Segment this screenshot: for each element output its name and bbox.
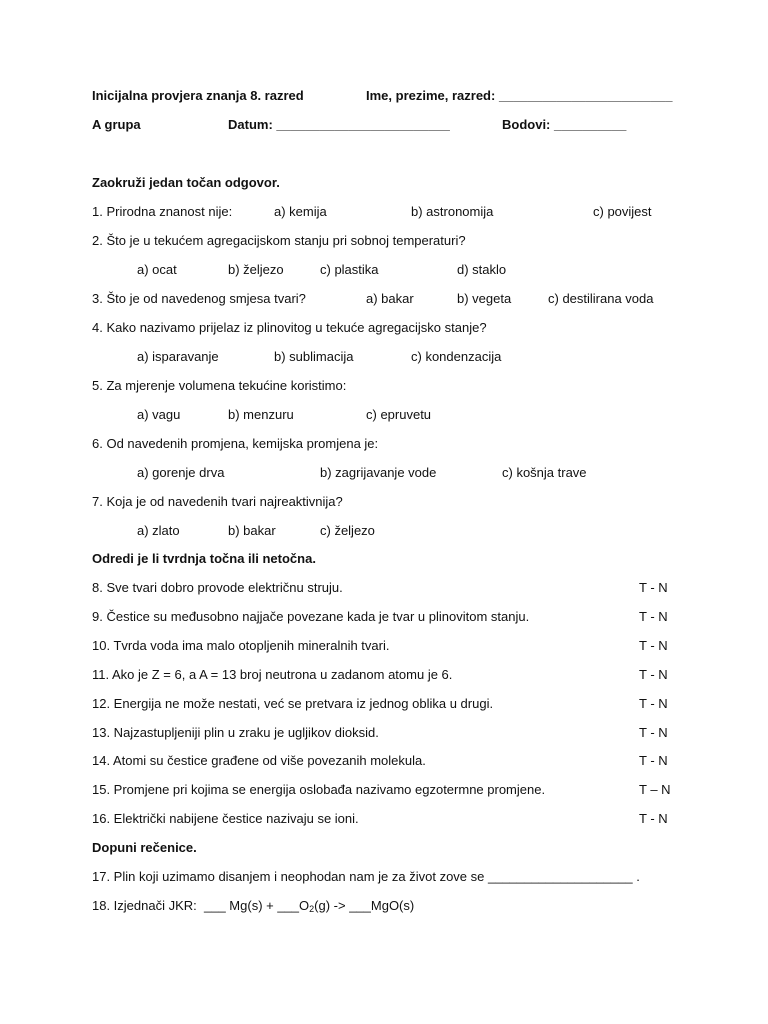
true-false-14[interactable]: T - N <box>639 753 668 768</box>
question-18-subscript: 2 <box>309 904 315 914</box>
question-18-suffix: (g) -> ___MgO(s) <box>314 898 415 913</box>
option-1c[interactable]: c) povijest <box>593 204 652 219</box>
option-7b[interactable]: b) bakar <box>228 523 276 538</box>
question-18-prefix: 18. Izjednači JKR: ___ Mg(s) + ___O <box>92 898 310 913</box>
option-7a[interactable]: a) zlato <box>137 523 180 538</box>
statement-14: 14. Atomi su čestice građene od više povezanih molekula. <box>92 753 426 768</box>
true-false-11[interactable]: T - N <box>639 667 668 682</box>
option-2c[interactable]: c) plastika <box>320 262 379 277</box>
option-6c[interactable]: c) košnja trave <box>502 465 587 480</box>
option-5b[interactable]: b) menzuru <box>228 407 294 422</box>
points-field[interactable]: Bodovi: __________ <box>502 117 627 132</box>
question-2: 2. Što je u tekućem agregacijskom stanju pri sobnoj temperaturi? <box>92 233 466 248</box>
option-3b[interactable]: b) vegeta <box>457 291 512 306</box>
option-2d[interactable]: d) staklo <box>457 262 507 277</box>
statement-13: 13. Najzastupljeniji plin u zraku je ugljikov dioksid. <box>92 725 379 740</box>
statement-15: 15. Promjene pri kojima se energija oslobađa nazivamo egzotermne promjene. <box>92 782 546 797</box>
option-1a[interactable]: a) kemija <box>274 204 327 219</box>
statement-11: 11. Ako je Z = 6, a A = 13 broj neutrona u zadanom atomu je 6. <box>92 667 453 682</box>
option-2b[interactable]: b) željezo <box>228 262 284 277</box>
question-4: 4. Kako nazivamo prijelaz iz plinovitog u tekuće agregacijsko stanje? <box>92 320 487 335</box>
section1-instruction: Zaokruži jedan točan odgovor. <box>92 175 280 190</box>
option-1b[interactable]: b) astronomija <box>411 204 494 219</box>
option-6a[interactable]: a) gorenje drva <box>137 465 225 480</box>
question-3: 3. Što je od navedenog smjesa tvari? <box>92 291 306 306</box>
section3-instruction: Dopuni rečenice. <box>92 840 197 855</box>
true-false-9[interactable]: T - N <box>639 609 668 624</box>
option-4b[interactable]: b) sublimacija <box>274 349 354 364</box>
question-7: 7. Koja je od navedenih tvari najreaktivnija? <box>92 494 343 509</box>
section2-instruction: Odredi je li tvrdnja točna ili netočna. <box>92 551 316 566</box>
statement-10: 10. Tvrda voda ima malo otopljenih mineralnih tvari. <box>92 638 390 653</box>
true-false-8[interactable]: T - N <box>639 580 668 595</box>
option-2a[interactable]: a) ocat <box>137 262 177 277</box>
option-3c[interactable]: c) destilirana voda <box>548 291 654 306</box>
question-17[interactable]: 17. Plin koji uzimamo disanjem i neophodan nam je za život zove se ____________________ . <box>92 869 640 884</box>
option-5c[interactable]: c) epruvetu <box>366 407 432 422</box>
question-5: 5. Za mjerenje volumena tekućine koristimo: <box>92 378 347 393</box>
statement-9: 9. Čestice su međusobno najjače povezane kada je tvar u plinovitom stanju. <box>92 609 530 624</box>
option-3a[interactable]: a) bakar <box>366 291 414 306</box>
statement-12: 12. Energija ne može nestati, već se pretvara iz jednog oblika u drugi. <box>92 696 494 711</box>
true-false-12[interactable]: T - N <box>639 696 668 711</box>
question-6: 6. Od navedenih promjena, kemijska promjena je: <box>92 436 379 451</box>
option-4a[interactable]: a) isparavanje <box>137 349 219 364</box>
name-field[interactable]: Ime, prezime, razred: ________________________ <box>366 88 673 103</box>
exam-title: Inicijalna provjera znanja 8. razred <box>92 88 304 103</box>
question-1: 1. Prirodna znanost nije: <box>92 204 233 219</box>
true-false-10[interactable]: T - N <box>639 638 668 653</box>
date-field[interactable]: Datum: ________________________ <box>228 117 450 132</box>
question-18[interactable] <box>92 898 414 914</box>
statement-8: 8. Sve tvari dobro provode električnu struju. <box>92 580 343 595</box>
option-4c[interactable]: c) kondenzacija <box>411 349 502 364</box>
true-false-15[interactable]: T – N <box>639 782 671 797</box>
statement-16: 16. Električki nabijene čestice nazivaju se ioni. <box>92 811 359 826</box>
true-false-13[interactable]: T - N <box>639 725 668 740</box>
group-label: A grupa <box>92 117 141 132</box>
true-false-16[interactable]: T - N <box>639 811 668 826</box>
option-7c[interactable]: c) željezo <box>320 523 375 538</box>
option-6b[interactable]: b) zagrijavanje vode <box>320 465 437 480</box>
option-5a[interactable]: a) vagu <box>137 407 181 422</box>
